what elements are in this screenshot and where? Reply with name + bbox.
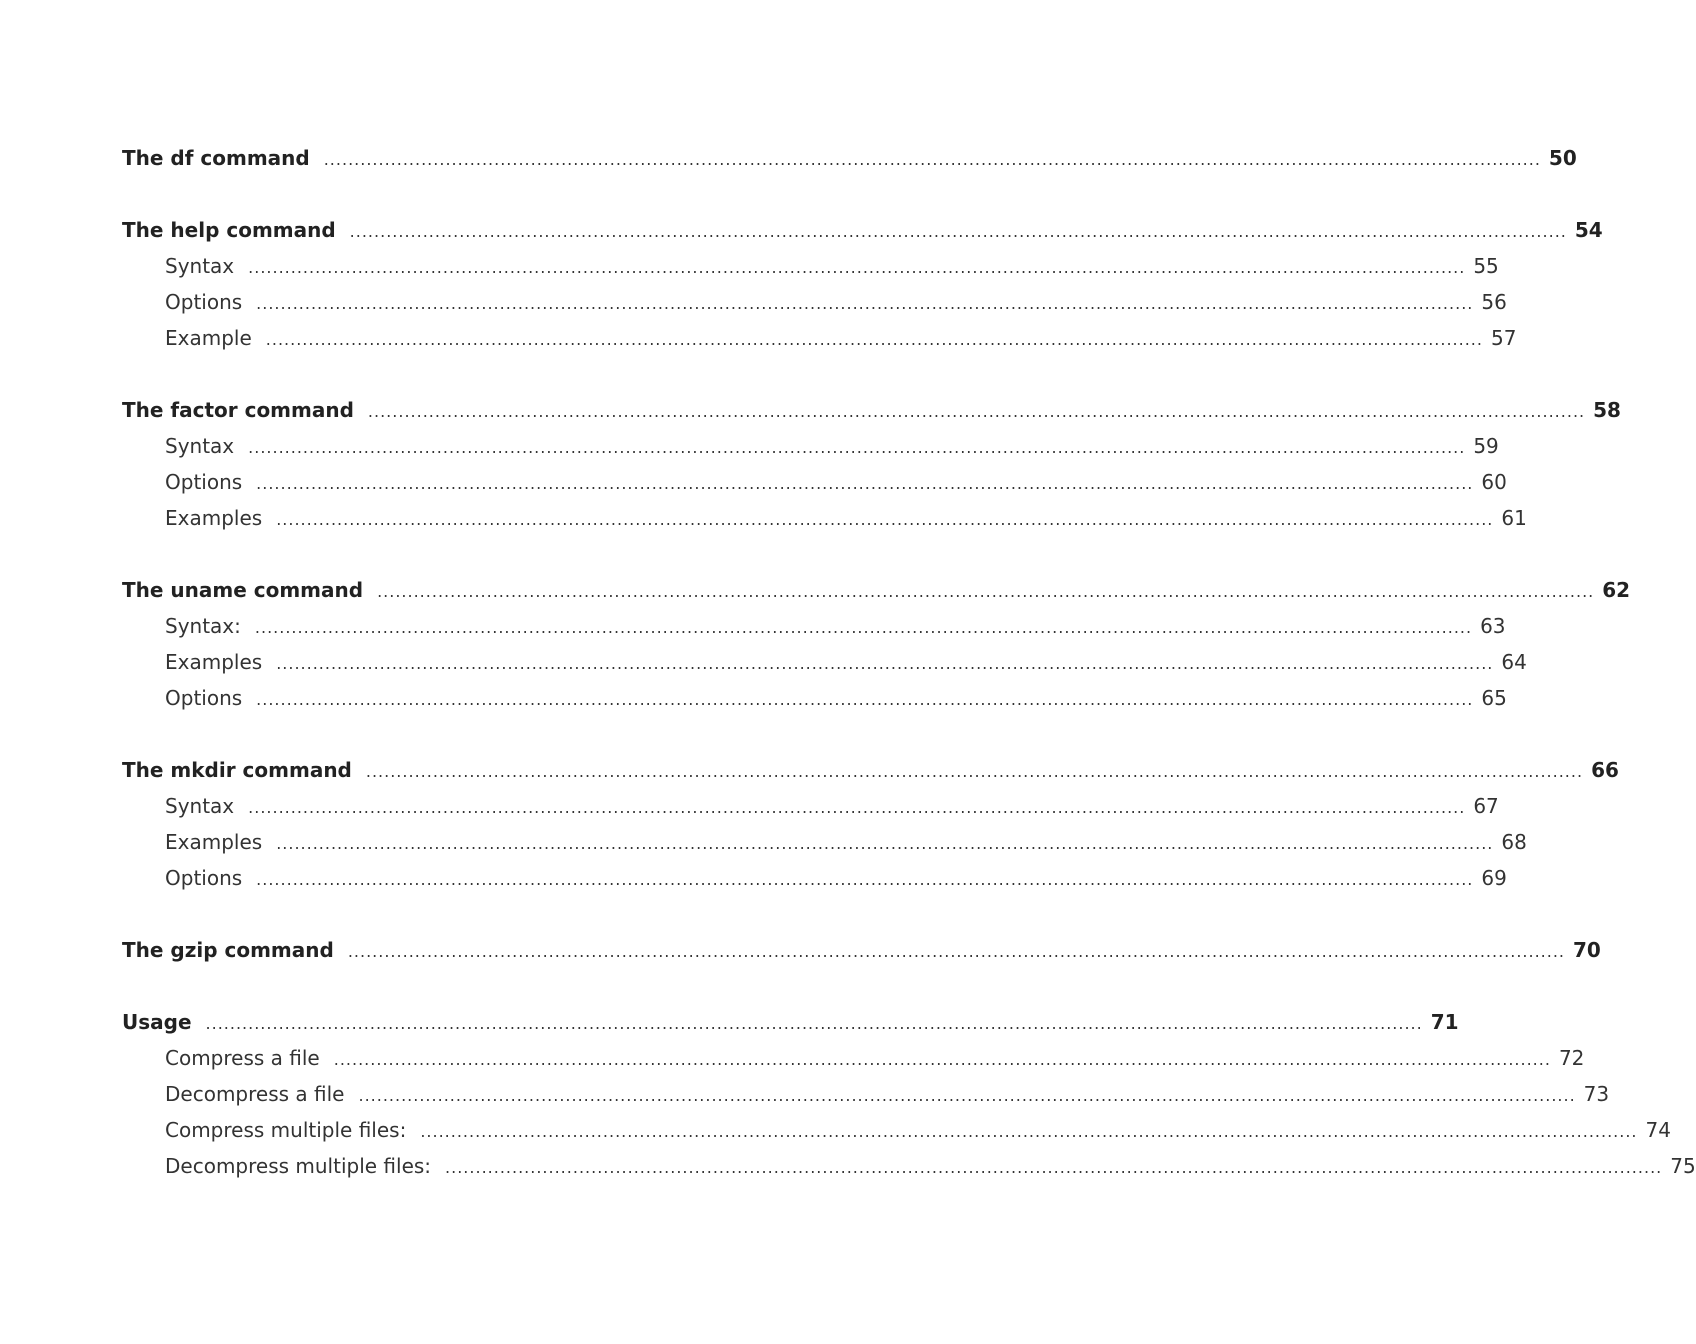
toc-chapter-the-gzip-command[interactable] <box>122 932 1601 968</box>
dot-leader: ........................................................................................................................................................................................................ <box>347 942 1566 961</box>
toc-section-the-mkdir-command <box>122 752 1619 896</box>
toc-subentry-syntax[interactable] <box>122 248 1499 284</box>
toc-entry-title: The help command <box>122 218 336 242</box>
toc-entry-title: Options <box>165 470 243 494</box>
toc-page-number: 72 <box>1558 1046 1585 1070</box>
toc-page-number: 55 <box>1473 254 1499 278</box>
dot-leader: ........................................................................................................................................................................................................ <box>276 510 1494 529</box>
toc-page-number: 75 <box>1670 1154 1696 1178</box>
dot-leader: ........................................................................................................................................................................................................ <box>377 582 1595 601</box>
toc-entry-title: Compress multiple files: <box>165 1118 407 1142</box>
dot-leader: ........................................................................................................................................................................................................ <box>420 1122 1638 1141</box>
toc-entry-title: The factor command <box>122 398 354 422</box>
toc-entry-title: Syntax <box>165 254 235 278</box>
toc-entry-title: Examples <box>165 506 263 530</box>
toc-section-the-help-command <box>122 212 1603 356</box>
dot-leader: ........................................................................................................................................................................................................ <box>365 762 1584 781</box>
toc-subentry-options[interactable] <box>122 284 1507 320</box>
toc-subentry-compress-multiple-files[interactable] <box>122 1112 1671 1148</box>
dot-leader: ........................................................................................................................................................................................................ <box>276 654 1494 673</box>
toc-entry-title: Options <box>165 686 243 710</box>
toc-entry-title: Example <box>165 326 252 350</box>
dot-leader: ........................................................................................................................................................................................................ <box>265 330 1483 349</box>
toc-subentry-example[interactable] <box>122 320 1517 356</box>
toc-page-number: 68 <box>1501 830 1527 854</box>
toc-subentry-decompress-multiple-files[interactable] <box>122 1148 1696 1184</box>
toc-page-number: 67 <box>1473 794 1499 818</box>
toc-chapter-usage[interactable] <box>122 1004 1459 1040</box>
toc-chapter-the-help-command[interactable] <box>122 212 1603 248</box>
toc-page-number: 59 <box>1473 434 1499 458</box>
toc-page-number: 62 <box>1602 578 1631 602</box>
toc-entry-title: The gzip command <box>122 938 334 962</box>
toc-page-number: 50 <box>1548 146 1577 170</box>
toc-page-number: 54 <box>1574 218 1603 242</box>
dot-leader: ........................................................................................................................................................................................................ <box>276 834 1494 853</box>
toc-subentry-syntax[interactable] <box>122 608 1506 644</box>
dot-leader: ........................................................................................................................................................................................................ <box>248 798 1466 817</box>
dot-leader: ........................................................................................................................................................................................................ <box>256 294 1474 313</box>
toc-entry-title: Options <box>165 290 243 314</box>
toc-section-the-factor-command <box>122 392 1621 536</box>
dot-leader: ........................................................................................................................................................................................................ <box>367 402 1586 421</box>
toc-entry-title: Syntax <box>165 794 235 818</box>
toc-entry-title: The uname command <box>122 578 364 602</box>
toc-subentry-options[interactable] <box>122 464 1507 500</box>
toc-entry-title: Decompress multiple files: <box>165 1154 432 1178</box>
toc-page-number: 69 <box>1481 866 1507 890</box>
dot-leader: ........................................................................................................................................................................................................ <box>358 1086 1576 1105</box>
toc-page-number: 60 <box>1481 470 1507 494</box>
dot-leader: ........................................................................................................................................................................................................ <box>248 438 1466 457</box>
toc-page-number: 71 <box>1430 1010 1459 1034</box>
toc-subentry-syntax[interactable] <box>122 428 1499 464</box>
toc-page-number: 74 <box>1645 1118 1671 1142</box>
toc-chapter-the-factor-command[interactable] <box>122 392 1621 428</box>
toc-page-number: 65 <box>1481 686 1507 710</box>
dot-leader: ........................................................................................................................................................................................................ <box>256 690 1474 709</box>
dot-leader: ........................................................................................................................................................................................................ <box>248 258 1466 277</box>
toc-entry-title: Compress a file <box>165 1046 320 1070</box>
toc-chapter-the-df-command[interactable] <box>122 140 1577 176</box>
toc-subentry-decompress-a-file[interactable] <box>122 1076 1610 1112</box>
toc-section-usage <box>122 1004 1696 1184</box>
toc-subentry-compress-a-file[interactable] <box>122 1040 1585 1076</box>
dot-leader: ........................................................................................................................................................................................................ <box>445 1158 1663 1177</box>
dot-leader: ........................................................................................................................................................................................................ <box>333 1050 1551 1069</box>
dot-leader: ........................................................................................................................................................................................................ <box>254 618 1473 637</box>
dot-leader: ........................................................................................................................................................................................................ <box>323 150 1541 169</box>
toc-entry-title: Options <box>165 866 243 890</box>
toc-entry-title: The df command <box>122 146 310 170</box>
dot-leader: ........................................................................................................................................................................................................ <box>205 1014 1423 1033</box>
table-of-contents <box>122 140 1696 1220</box>
toc-section-the-gzip-command <box>122 932 1601 968</box>
dot-leader: ........................................................................................................................................................................................................ <box>349 222 1567 241</box>
toc-page-number: 61 <box>1501 506 1527 530</box>
toc-chapter-the-uname-command[interactable] <box>122 572 1631 608</box>
toc-subentry-examples[interactable] <box>122 824 1527 860</box>
toc-entry-title: Examples <box>165 830 263 854</box>
toc-entry-title: Decompress a file <box>165 1082 345 1106</box>
toc-entry-title: The mkdir command <box>122 758 352 782</box>
toc-subentry-examples[interactable] <box>122 500 1527 536</box>
dot-leader: ........................................................................................................................................................................................................ <box>256 474 1474 493</box>
toc-entry-title: Examples <box>165 650 263 674</box>
toc-section-the-df-command <box>122 140 1577 176</box>
toc-subentry-examples[interactable] <box>122 644 1527 680</box>
toc-page-number: 66 <box>1591 758 1619 782</box>
toc-entry-title: Usage <box>122 1010 192 1034</box>
toc-entry-title: Syntax <box>165 434 235 458</box>
toc-page-number: 57 <box>1490 326 1517 350</box>
toc-page-number: 70 <box>1573 938 1601 962</box>
toc-chapter-the-mkdir-command[interactable] <box>122 752 1619 788</box>
toc-page-number: 73 <box>1583 1082 1610 1106</box>
toc-page-number: 63 <box>1480 614 1506 638</box>
toc-page-number: 64 <box>1501 650 1527 674</box>
toc-subentry-syntax[interactable] <box>122 788 1499 824</box>
dot-leader: ........................................................................................................................................................................................................ <box>256 870 1474 889</box>
toc-entry-title: Syntax: <box>165 614 241 638</box>
toc-subentry-options[interactable] <box>122 680 1507 716</box>
toc-subentry-options[interactable] <box>122 860 1507 896</box>
toc-page-number: 56 <box>1481 290 1507 314</box>
toc-section-the-uname-command <box>122 572 1631 716</box>
toc-page-number: 58 <box>1593 398 1621 422</box>
